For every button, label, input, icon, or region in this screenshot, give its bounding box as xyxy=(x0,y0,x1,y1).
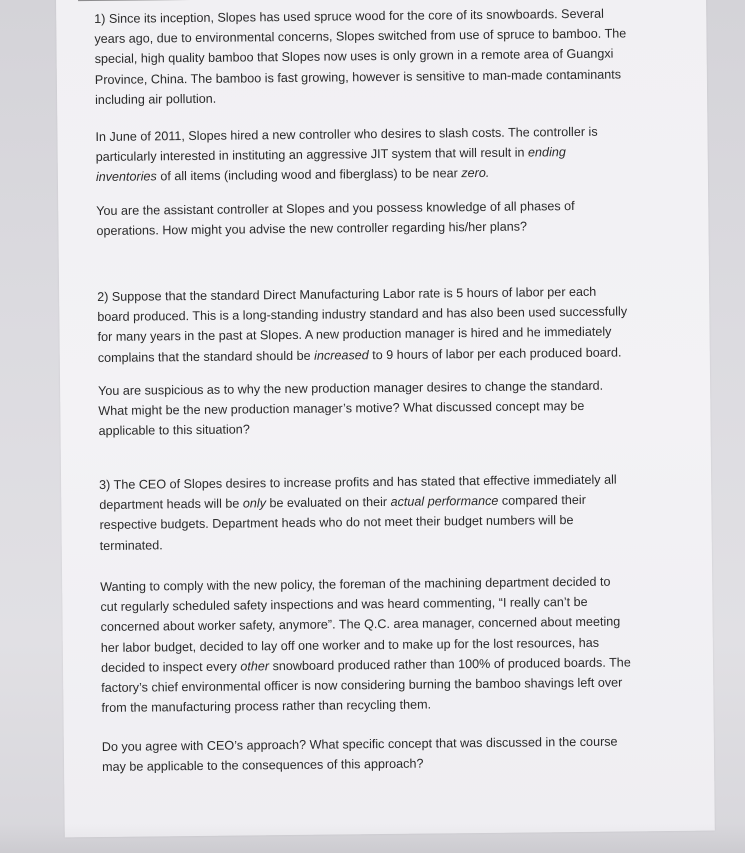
text-line: board produced. This is a long-standing industry standard and has also been used successfully xyxy=(97,304,628,325)
text-line: cut regularly scheduled safety inspections and was heard commenting, “I really can’t be xyxy=(100,595,588,615)
text-run: complains that the standard should be xyxy=(97,348,315,365)
question-2 xyxy=(97,281,658,368)
q3-paragraph-3 xyxy=(102,731,662,777)
q1-paragraph-1 xyxy=(94,3,655,110)
italic-text: zero. xyxy=(461,166,490,181)
q3-paragraph-2 xyxy=(100,571,661,718)
text-line: special, high quality bamboo that Slopes now uses is only grown in a remote area of Guangxi xyxy=(94,46,614,67)
text-line: respective budgets. Department heads who do not meet their budget numbers will be xyxy=(99,513,574,533)
text-line: factory’s chief environmental officer is now considering burning the bamboo shavings left over xyxy=(101,675,623,695)
text-line: operations. How might you advise the new controller regarding his/her plans? xyxy=(96,219,528,239)
text-line: her labor budget, decided to lay off one worker and to make up for the lost resources, has xyxy=(100,635,600,655)
text-line: applicable to this situation? xyxy=(98,422,250,439)
q1-paragraph-2 xyxy=(95,121,656,187)
text-line: terminated. xyxy=(99,537,163,553)
text-line: In June of 2011, Slopes hired a new controller who desires to slash costs. The controller is xyxy=(95,124,598,144)
q3-paragraph-1 xyxy=(99,469,660,556)
text-line: including air pollution. xyxy=(95,91,217,107)
q2-paragraph-2 xyxy=(98,375,659,441)
text-run: of all items (including wood and fiberglass) to be near xyxy=(156,166,462,184)
text-line: may be applicable to the consequences of this approach? xyxy=(102,756,424,775)
q2-paragraph-1 xyxy=(97,281,658,368)
text-run: be evaluated on their xyxy=(265,495,391,511)
text-line: years ago, due to environmental concerns, Slopes switched from use of spruce to bamboo. The xyxy=(94,26,627,47)
paper-sheet xyxy=(56,0,715,837)
italic-text: increased xyxy=(314,347,369,363)
italic-text: only xyxy=(242,496,267,511)
q1-paragraph-3 xyxy=(96,195,656,241)
text-line: 1) Since its inception, Slopes has used spruce wood for the core of its snowboards. Several xyxy=(94,6,604,27)
cut-off-header-text xyxy=(78,0,228,1)
text-run: particularly interested in instituting an aggressive JIT system that will result in xyxy=(95,145,529,165)
italic-text: other xyxy=(240,659,270,674)
text-line: 2) Suppose that the standard Direct Manufacturing Labor rate is 5 hours of labor per each xyxy=(97,284,597,304)
text-line: Do you agree with CEO’s approach? What specific concept that was discussed in the course xyxy=(101,734,618,754)
text-run: to 9 hours of labor per each produced board. xyxy=(368,345,622,362)
text-run: compared their xyxy=(498,493,586,509)
question-1 xyxy=(94,3,655,110)
bottom-shadow xyxy=(0,823,745,853)
text-line: Wanting to comply with the new policy, the foreman of the machining department decided to xyxy=(100,574,611,594)
text-line: from the manufacturing process rather than recycling them. xyxy=(101,697,432,716)
question-3 xyxy=(99,469,660,556)
text-line: for many years in the past at Slopes. A new production manager is hired and he immediately xyxy=(97,325,612,345)
italic-text: actual performance xyxy=(390,494,499,510)
italic-text: ending xyxy=(527,145,566,160)
text-line: You are suspicious as to why the new production manager desires to change the standard. xyxy=(98,378,604,398)
text-line: concerned about worker safety, anymore”. The Q.C. area manager, concerned about meeting xyxy=(100,614,621,635)
text-run: decided to inspect every xyxy=(100,659,241,675)
text-line: 3) The CEO of Slopes desires to increase profits and has stated that effective immediately all xyxy=(99,472,617,492)
text-run: snowboard produced rather than 100% of produced boards. The xyxy=(268,655,631,674)
text-line: Province, China. The bamboo is fast growing, however is sensitive to man-made contaminants xyxy=(94,67,622,87)
italic-text: inventories xyxy=(95,169,157,185)
text-line: What might be the new production manager’s motive? What discussed concept may be xyxy=(98,399,585,419)
text-line: You are the assistant controller at Slopes and you possess knowledge of all phases of xyxy=(96,198,575,218)
text-run: department heads will be xyxy=(99,496,243,513)
